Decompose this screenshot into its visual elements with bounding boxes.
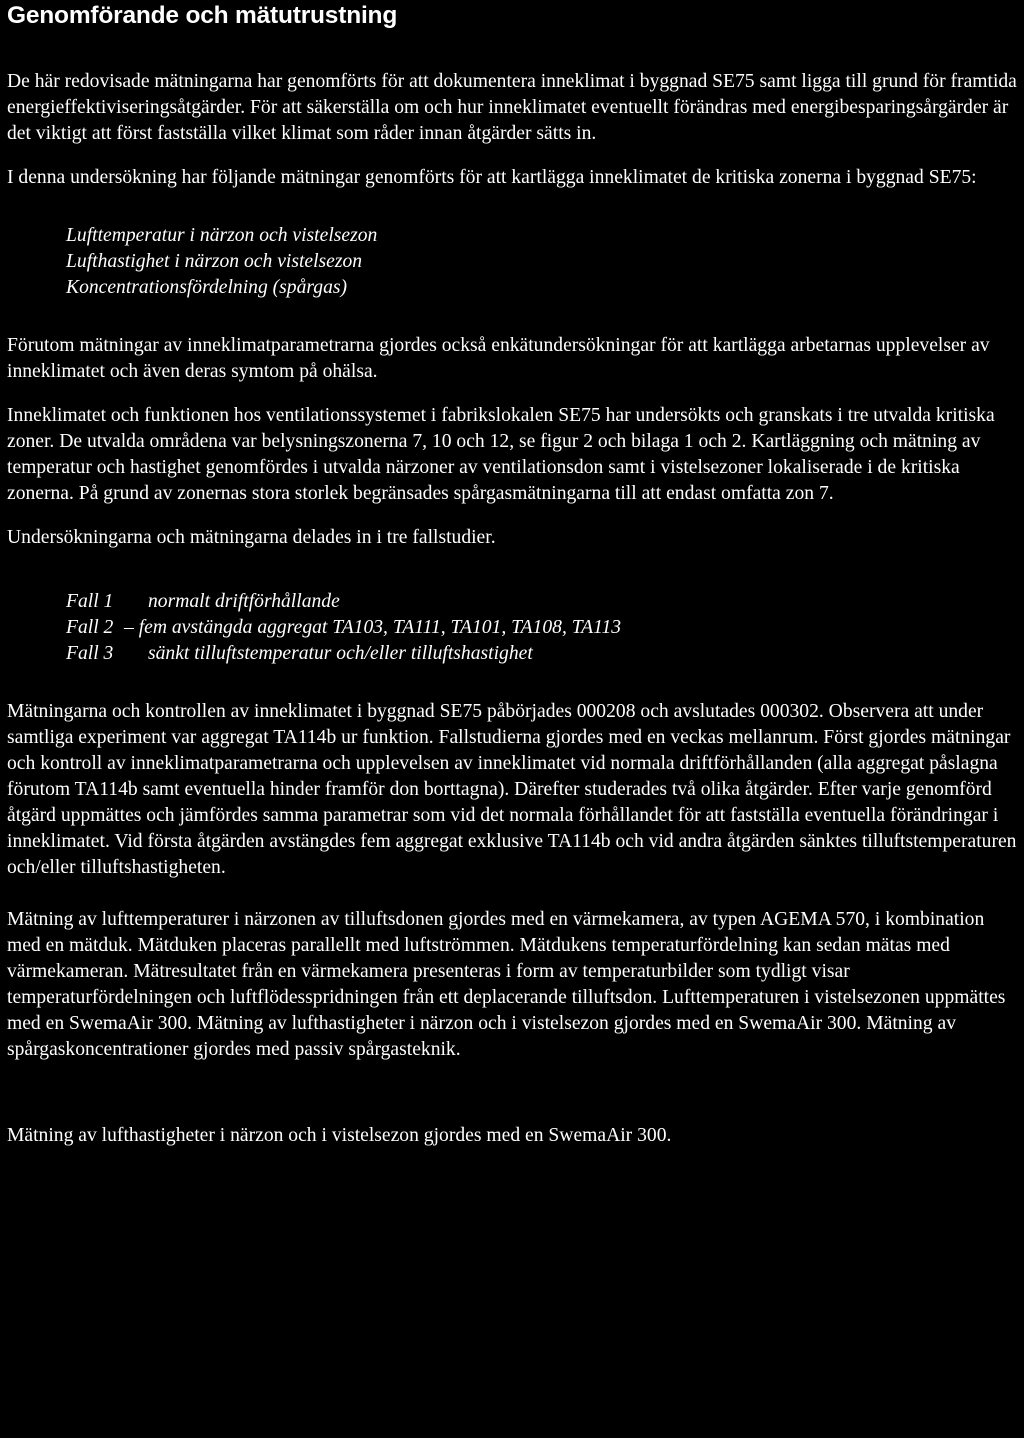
measurement-item: Lufttemperatur i närzon och vistelsezon (66, 225, 378, 246)
case-row (66, 641, 1019, 667)
section-heading: Genomförande och mätutrustning (7, 2, 398, 29)
document-page (7, 0, 1019, 1149)
case-label: Fall 1 (66, 591, 114, 612)
paragraph-intro: De här redovisade mätningarna har genomförts för att dokumentera inneklimat i byggnad SE75 samt ligga till grund för framtida energieffektiviseringsåtgärder. För att säkerställa om och hur inneklimatet eventuellt förändras med energibesparingsårgärder är det viktigt att först fastställa vilket klimat som råder innan åtgärder sätts in. (7, 71, 1017, 144)
case-text: – fem avstängda aggregat TA103, TA111, TA101, TA108, TA113 (124, 617, 622, 638)
case-row (66, 615, 1019, 641)
paragraph-velocity: Mätning av lufthastigheter i närzon och i vistelsezon gjordes med en SwemaAir 300. (7, 1125, 672, 1146)
case-label: Fall 2 (66, 617, 114, 638)
paragraph-zones: Inneklimatet och funktionen hos ventilationssystemet i fabrikslokalen SE75 har undersökts och granskats i tre utvalda kritiska zoner. De utvalda områdena var belysningszonerna 7, 10 och 12, se figur 2 och bilaga 1 och 2. Kartläggning och mätning av temperatur och hastighet genomfördes i utvalda närzoner av ventilationsdon samt i vistelsezoner lokaliserade i de kritiska zonerna. På grund av zonernas stora storlek begränsades spårgasmätningarna till att endast omfatta zon 7. (7, 405, 995, 504)
measurement-item: Lufthastighet i närzon och vistelsezon (66, 251, 363, 272)
case-text: normalt driftförhållande (148, 591, 340, 612)
case-row (66, 589, 1019, 615)
paragraph-survey: Förutom mätningar av inneklimatparametrarna gjordes också enkätundersökningar för att kartlägga arbetarnas upplevelser av inneklimatet och även deras symtom på ohälsa. (7, 335, 990, 382)
measurement-item: Koncentrationsfördelning (spårgas) (66, 277, 348, 298)
case-list (66, 589, 1019, 667)
paragraph-measurements-intro: I denna undersökning har följande mätningar genomförts för att kartlägga inneklimatet de kritiska zonerna i byggnad SE75: (7, 167, 977, 188)
measurement-list (66, 223, 1019, 301)
paragraph-equipment: Mätning av lufttemperaturer i närzonen av tilluftsdonen gjordes med en värmekamera, av typen AGEMA 570, i kombination med en mätduk. Mätduken placeras parallellt med luftströmmen. Mätdukens temperaturfördelning kan sedan mätas med värmekameran. Mätresultatet från en värmekamera presenteras i form av temperaturbilder som tydligt visar temperaturfördelningen och luftflödesspridningen från ett deplacerande tilluftsdon. Lufttemperaturen i vistelsezonen uppmättes med en SwemaAir 300. Mätning av lufthastigheter i närzon och i vistelsezon gjordes med en SwemaAir 300. Mätning av spårgaskoncentrationer gjordes med passiv spårgasteknik. (7, 909, 1006, 1060)
case-text: sänkt tilluftstemperatur och/eller tilluftshastighet (148, 643, 533, 664)
paragraph-timeline: Mätningarna och kontrollen av inneklimatet i byggnad SE75 påbörjades 000208 och avslutades 000302. Observera att under samtliga experiment var aggregat TA114b ur funktion. Fallstudierna gjordes med en veckas mellanrum. Först gjordes mätningar och kontroll av inneklimatparametrarna och upplevelsen av inneklimatet vid normala driftförhållanden (alla aggregat påslagna förutom TA114b samt eventuella hinder framför don borttagna). Därefter studerades två olika åtgärder. Efter varje genomförd åtgärd uppmättes och jämfördes samma parametrar som vid det normala förhållandet för att fastställa eventuella förändringar i inneklimatet. Vid första åtgärden avstängdes fem aggregat exklusive TA114b och vid andra åtgärden sänktes tilluftstemperaturen och/eller tilluftshastigheten. (7, 701, 1017, 878)
case-label: Fall 3 (66, 643, 114, 664)
paragraph-case-studies: Undersökningarna och mätningarna delades in i tre fallstudier. (7, 527, 496, 548)
